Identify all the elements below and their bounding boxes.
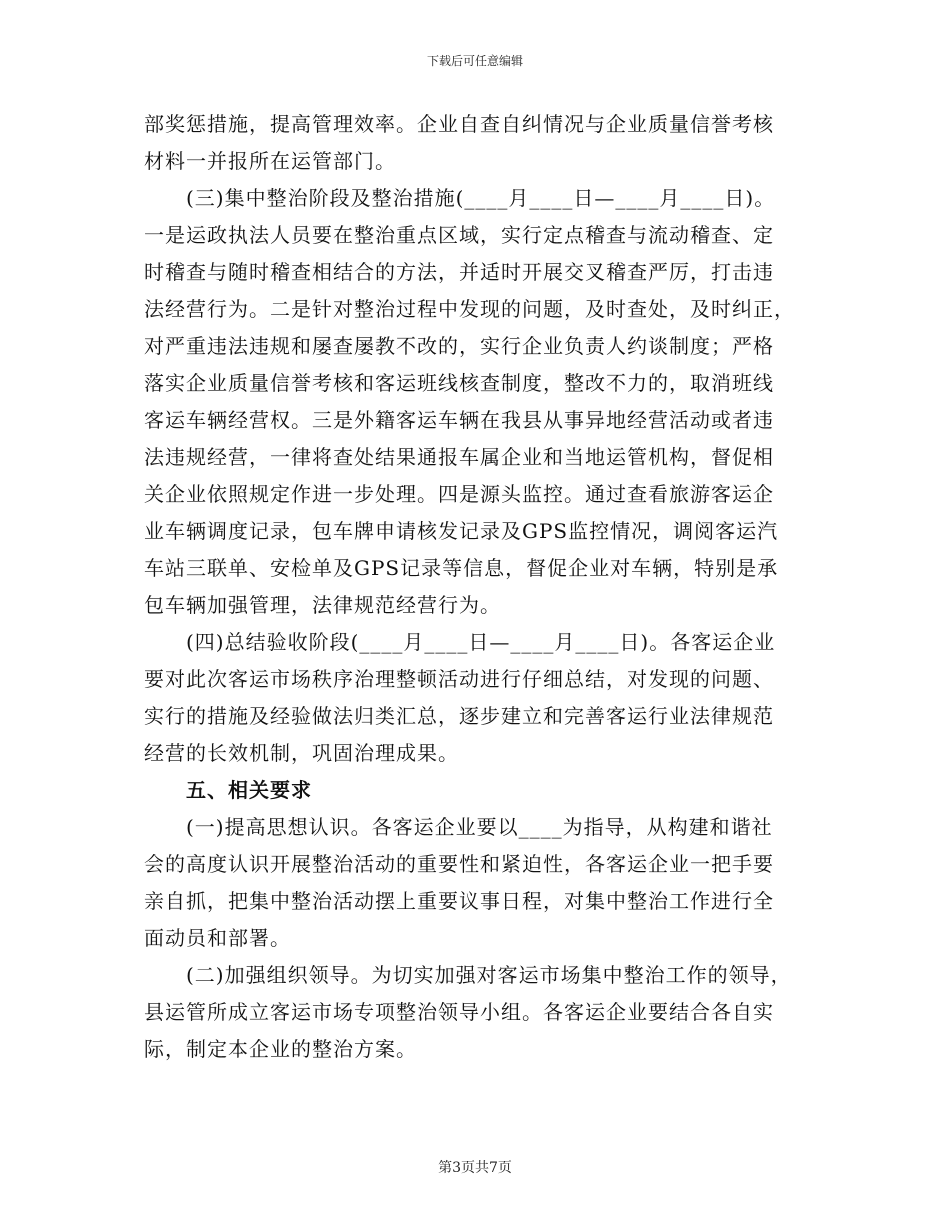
paragraph-line: 包车辆加强管理，法律规范经营行为。: [144, 593, 501, 617]
paragraph-line: 业车辆调度记录，包车牌申请核发记录及GPS监控情况，调阅客运汽: [144, 519, 779, 543]
paragraph-line: 县运管所成立客运市场专项整治领导小组。各客运企业要结合各自实: [144, 1000, 774, 1024]
paragraph-line: 会的高度认识开展整治活动的重要性和紧迫性，各客运企业一把手要: [144, 852, 774, 876]
paragraph-line: 材料一并报所在运管部门。: [144, 149, 396, 173]
paragraph-line: 关企业依照规定作进一步处理。四是源头监控。通过查看旅游客运企: [144, 482, 774, 506]
paragraph-line: 实行的措施及经验做法归类汇总，逐步建立和完善客运行业法律规范: [144, 704, 774, 728]
page-header: 下载后可任意编辑: [426, 54, 523, 68]
paragraph-line: 面动员和部署。: [144, 926, 291, 950]
section-heading: 五、相关要求: [186, 778, 312, 802]
paragraph-line: 要对此次客运市场秩序治理整顿活动进行仔细总结，对发现的问题、: [144, 667, 774, 691]
paragraph-line: 经营的长效机制，巩固治理成果。: [144, 741, 459, 765]
page-footer: 第3页共7页: [438, 1160, 512, 1176]
paragraph-line: (一)提高思想认识。各客运企业要以____为指导，从构建和谐社: [186, 815, 773, 839]
paragraph-line: 时稽查与随时稽查相结合的方法，并适时开展交叉稽查严厉，打击违: [144, 260, 774, 284]
document-body: [144, 106, 804, 1068]
paragraph-line: 落实企业质量信誉考核和客运班线核查制度，整改不力的，取消班线: [144, 371, 774, 395]
paragraph-line: 车站三联单、安检单及GPS记录等信息，督促企业对车辆，特别是承: [144, 556, 779, 580]
paragraph-line: 际，制定本企业的整治方案。: [144, 1037, 417, 1061]
paragraph-line: 亲自抓，把集中整治活动摆上重要议事日程，对集中整治工作进行全: [144, 889, 774, 913]
paragraph-line: 法经营行为。二是针对整治过程中发现的问题，及时查处，及时纠正，: [144, 297, 795, 321]
paragraph-line: (三)集中整治阶段及整治措施(____月____日—____月____日)。: [186, 186, 776, 210]
paragraph-line: 客运车辆经营权。三是外籍客运车辆在我县从事异地经营活动或者违: [144, 408, 774, 432]
paragraph-line: (二)加强组织领导。为切实加强对客运市场集中整治工作的领导，: [186, 963, 792, 987]
paragraph-line: (四)总结验收阶段(____月____日—____月____日)。各客运企业: [186, 630, 776, 654]
paragraph-line: 法违规经营，一律将查处结果通报车属企业和当地运管机构，督促相: [144, 445, 774, 469]
paragraph-line: 对严重违法违规和屡查屡教不改的，实行企业负责人约谈制度；严格: [144, 334, 774, 358]
paragraph-line: 一是运政执法人员要在整治重点区域，实行定点稽查与流动稽查、定: [144, 223, 774, 247]
paragraph-line: 部奖惩措施，提高管理效率。企业自查自纠情况与企业质量信誉考核: [144, 112, 774, 136]
